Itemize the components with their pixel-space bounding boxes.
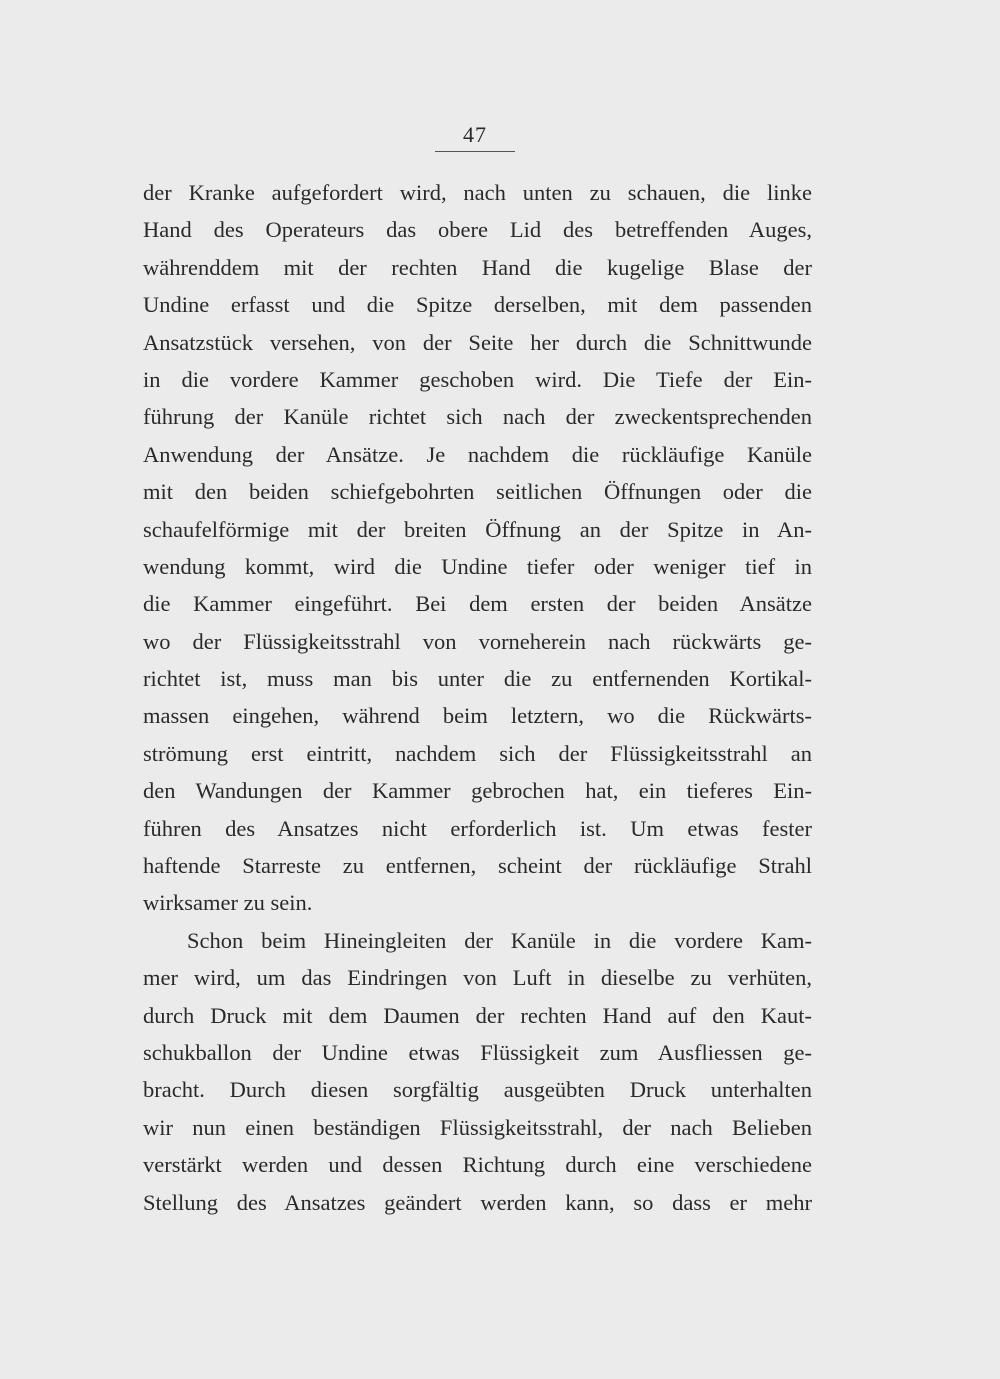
text-line: wo der Flüssigkeitsstrahl von vorneherein nach rückwärts ge-: [143, 628, 812, 654]
text-line: wir nun einen beständigen Flüssigkeitsstrahl, der nach Belieben: [143, 1114, 812, 1140]
text-line: den Wandungen der Kammer gebrochen hat, ein tieferes Ein-: [143, 778, 812, 804]
text-line: Schon beim Hineingleiten der Kanüle in die vordere Kam-: [187, 927, 812, 953]
text-line: massen eingehen, während beim letztern, wo die Rückwärts-: [143, 703, 812, 729]
text-line: der Kranke aufgefordert wird, nach unten zu schauen, die linke: [143, 180, 812, 205]
text-line: strömung erst eintritt, nachdem sich der Flüssigkeitsstrahl an: [143, 740, 812, 766]
text-line: führung der Kanüle richtet sich nach der zweckentsprechenden: [143, 404, 812, 430]
paragraph-2: [143, 922, 812, 1221]
text-line: Stellung des Ansatzes geändert werden kann, so dass er mehr: [143, 1189, 812, 1215]
text-line: führen des Ansatzes nicht erforderlich ist. Um etwas fester: [143, 815, 812, 841]
text-line: schukballon der Undine etwas Flüssigkeit zum Ausfliessen ge-: [143, 1039, 812, 1065]
text-line: Hand des Operateurs das obere Lid des betreffenden Auges,: [143, 217, 812, 243]
text-line: bracht. Durch diesen sorgfältig ausgeübten Druck unterhalten: [143, 1077, 812, 1103]
text-line: Ansatzstück versehen, von der Seite her durch die Schnittwunde: [143, 329, 812, 355]
text-line: richtet ist, muss man bis unter die zu entfernenden Kortikal-: [143, 666, 812, 692]
text-line: schaufelförmige mit der breiten Öffnung an der Spitze in An-: [143, 516, 812, 542]
text-line: verstärkt werden und dessen Richtung durch eine verschiedene: [143, 1152, 812, 1178]
text-line: Anwendung der Ansätze. Je nachdem die rückläufige Kanüle: [143, 441, 812, 467]
body-text: [143, 174, 812, 1221]
text-line: die Kammer eingeführt. Bei dem ersten der beiden Ansätze: [143, 591, 812, 617]
text-line: wirksamer zu sein.: [143, 890, 313, 916]
text-line: in die vordere Kammer geschoben wird. Die Tiefe der Ein-: [143, 366, 812, 392]
text-line: währenddem mit der rechten Hand die kugelige Blase der: [143, 254, 812, 280]
text-line: haftende Starreste zu entfernen, scheint der rückläufige Strahl: [143, 853, 812, 879]
text-line: Undine erfasst und die Spitze derselben, mit dem passenden: [143, 292, 812, 318]
text-line: wendung kommt, wird die Undine tiefer oder weniger tief in: [143, 553, 812, 579]
paragraph-1: [143, 174, 812, 922]
text-line: mer wird, um das Eindringen von Luft in dieselbe zu verhüten,: [143, 965, 812, 991]
page-number: 47: [435, 122, 515, 152]
text-line: durch Druck mit dem Daumen der rechten Hand auf den Kaut-: [143, 1002, 812, 1028]
text-line: mit den beiden schiefgebohrten seitlichen Öffnungen oder die: [143, 479, 812, 505]
